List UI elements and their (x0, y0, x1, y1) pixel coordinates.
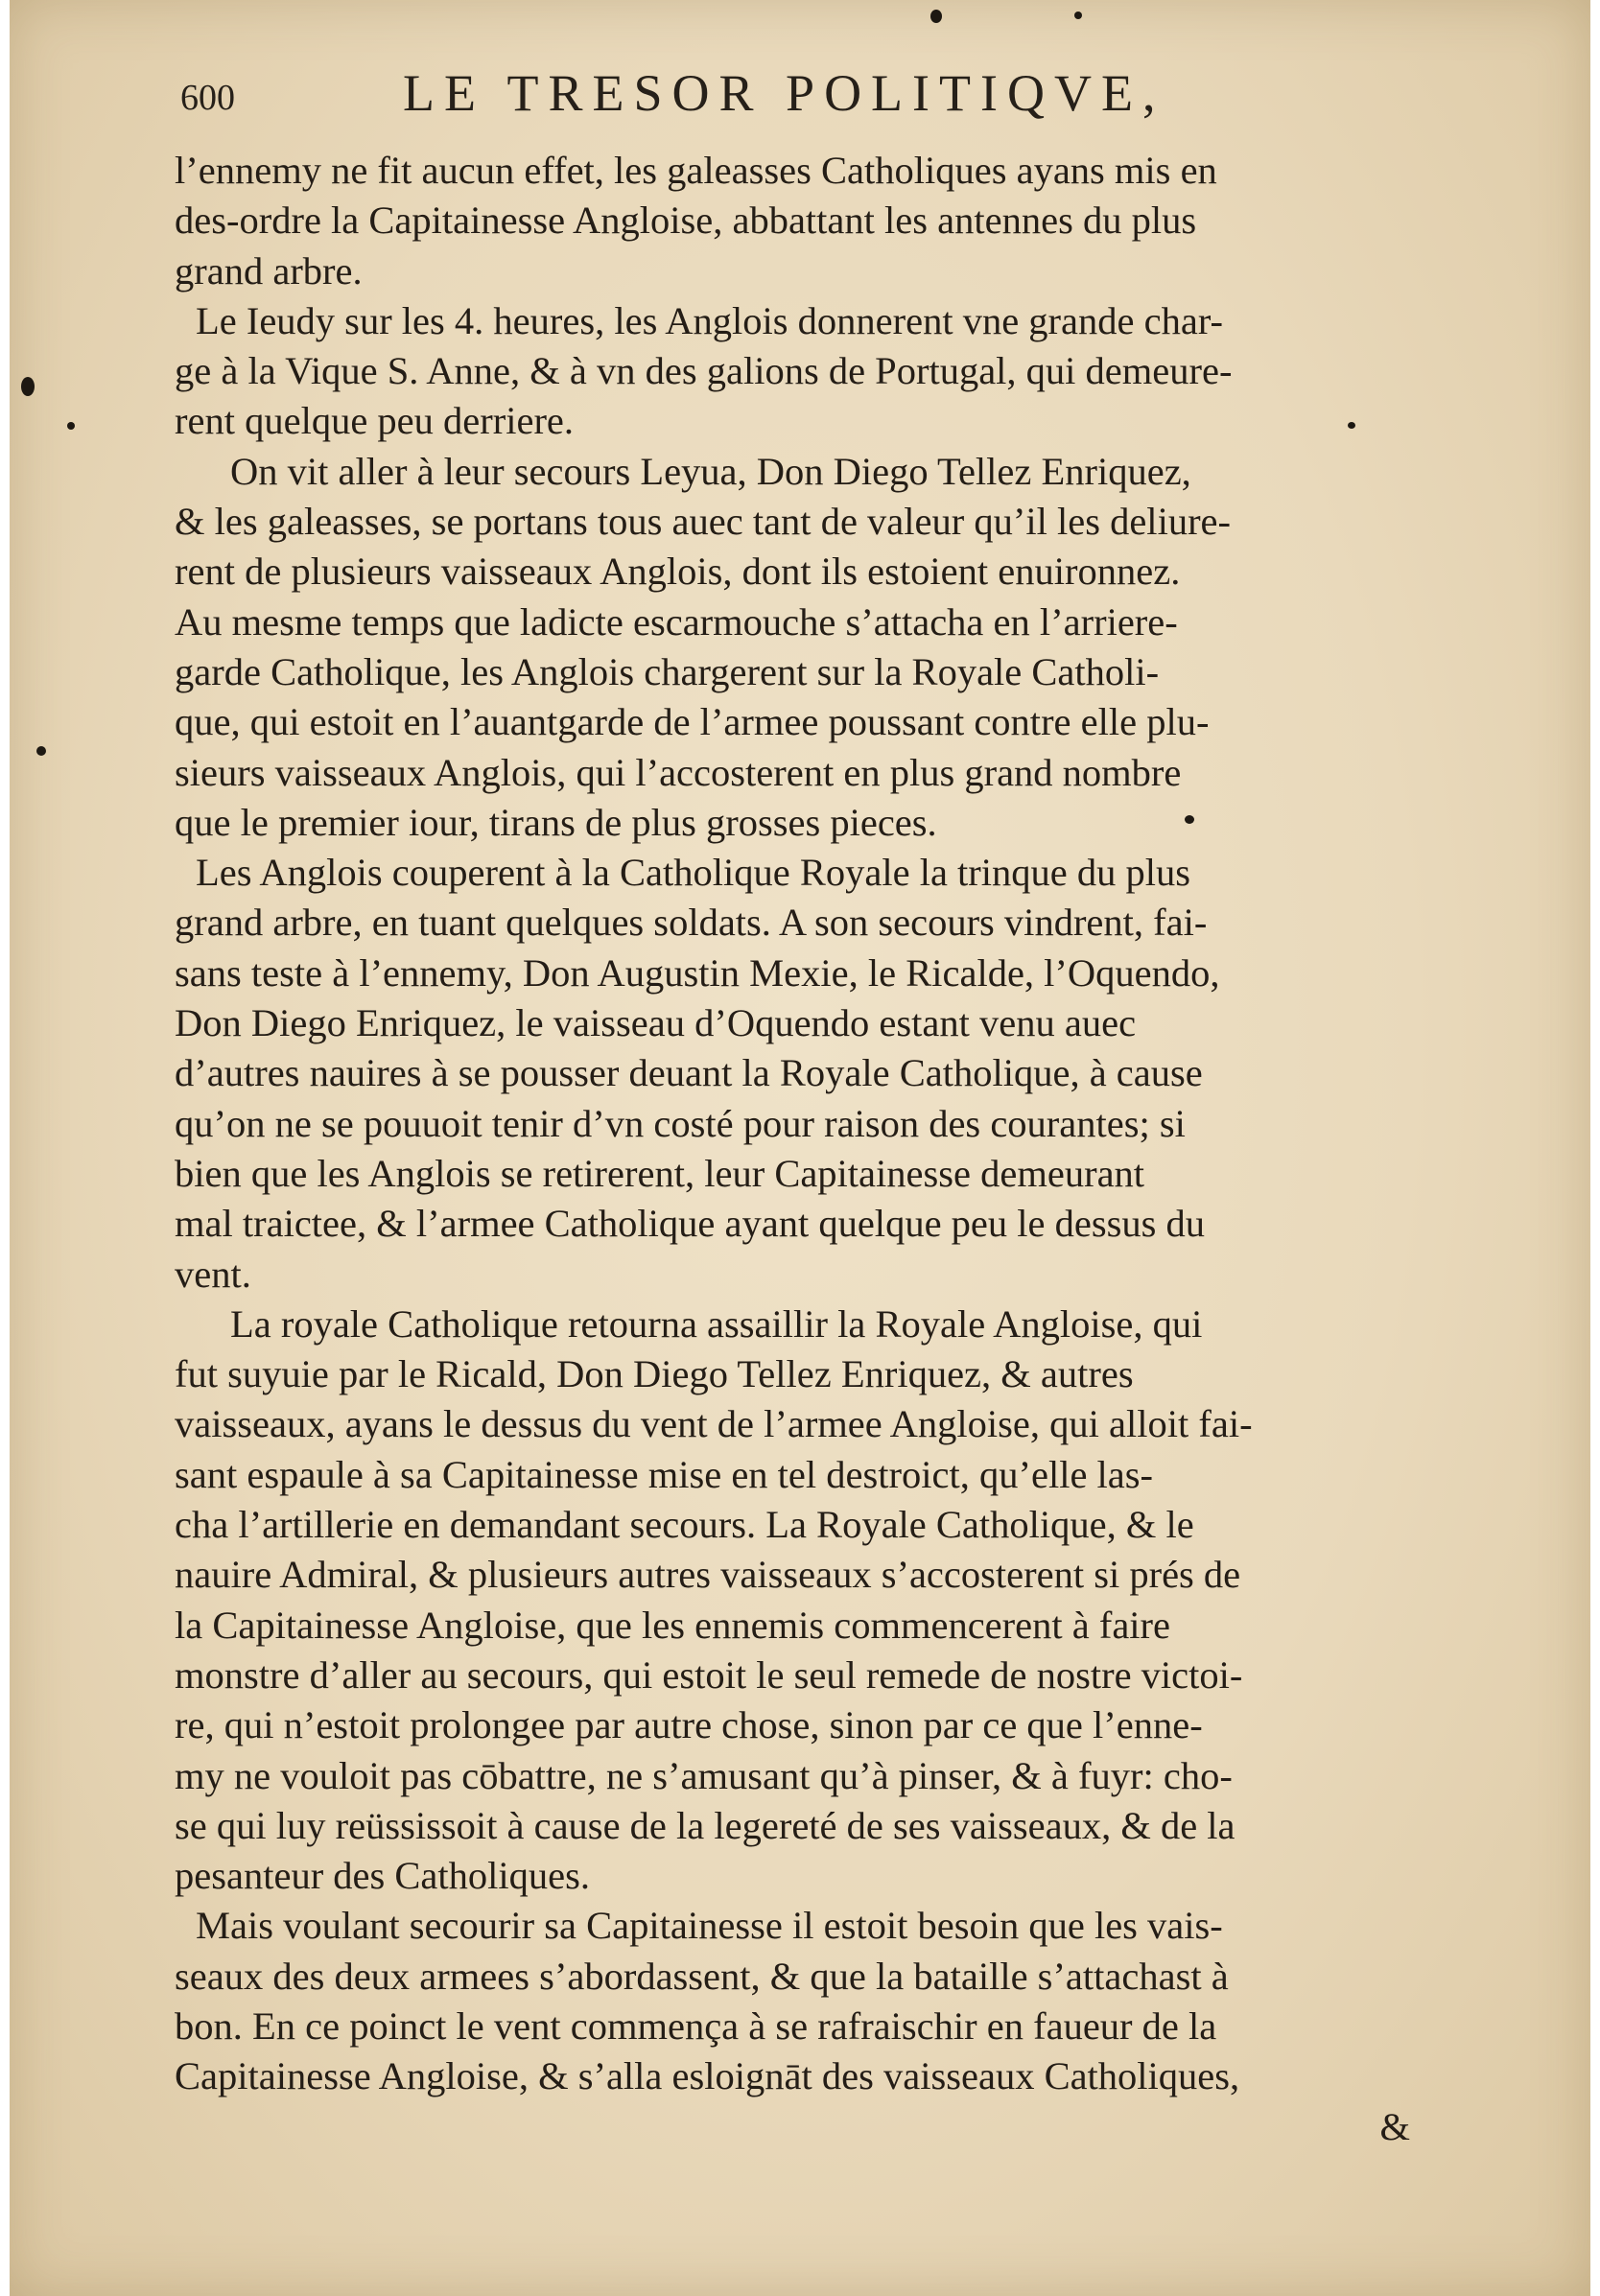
text-line: que le premier iour, tirans de plus grosses pieces. (175, 800, 937, 844)
text-line: nauire Admiral, & plusieurs autres vaisseaux s’accosterent si prés de (175, 1553, 1241, 1597)
text-line: qu’on ne se pouuoit tenir d’vn costé pour raison des courantes; si (175, 1101, 1186, 1145)
text-line: ge à la Vique S. Anne, & à vn des galions de Portugal, qui demeure- (175, 349, 1233, 393)
text-line: sant espaule à sa Capitainesse mise en tel destroict, qu’elle las- (175, 1452, 1154, 1496)
text-line: Le Ieudy sur les 4. heures, les Anglois donnerent vne grande char- (196, 298, 1223, 342)
text-line: fut suyuie par le Ricald, Don Diego Tellez Enriquez, & autres (175, 1352, 1134, 1396)
page-header (173, 56, 1324, 123)
page-number: 600 (180, 78, 235, 118)
text-line: Capitainesse Angloise, & s’alla esloignāt des vaisseaux Catholiques, (175, 2054, 1240, 2098)
ink-spot (21, 377, 35, 396)
ink-spot (1185, 815, 1194, 824)
text-line: des-ordre la Capitainesse Angloise, abbattant les antennes du plus (175, 199, 1197, 243)
text-line: vaisseaux, ayans le dessus du vent de l’armee Angloise, qui alloit fai- (175, 1402, 1253, 1446)
catchword: & (1379, 2104, 1410, 2148)
text-line: re, qui n’estoit prolongee par autre chose, sinon par ce que l’enne- (175, 1703, 1203, 1747)
text-line: Mais voulant secourir sa Capitainesse il estoit besoin que les vais- (196, 1904, 1223, 1948)
ink-spot (36, 746, 46, 756)
text-line: & les galeasses, se portans tous auec tant de valeur qu’il les deliure- (175, 500, 1232, 544)
text-line: bien que les Anglois se retirerent, leur Capitainesse demeurant (175, 1151, 1145, 1195)
text-line: Don Diego Enriquez, le vaisseau d’Oquendo estant venu auec (175, 1001, 1137, 1045)
text-line: cha l’artillerie en demandant secours. La Royale Catholique, & le (175, 1503, 1194, 1547)
book-page (10, 0, 1590, 2296)
text-line: pesanteur des Catholiques. (175, 1854, 591, 1898)
text-line: rent quelque peu derriere. (175, 399, 575, 443)
text-line: se qui luy reüssissoit à cause de la legereté de ses vaisseaux, & de la (175, 1803, 1235, 1847)
text-line: my ne vouloit pas cōbattre, ne s’amusant qu’à pinser, & à fuyr: cho- (175, 1753, 1233, 1797)
text-line: Les Anglois couperent à la Catholique Royale la trinque du plus (196, 851, 1191, 895)
text-line: sieurs vaisseaux Anglois, qui l’accosterent en plus grand nombre (175, 750, 1182, 794)
ink-spot (930, 10, 942, 23)
text-line: d’autres nauires à se pousser deuant la Royale Catholique, à cause (175, 1051, 1203, 1095)
text-line: vent. (175, 1252, 251, 1296)
text-line: bon. En ce poinct le vent commença à se rafraischir en faueur de la (175, 2003, 1217, 2048)
ink-spot (67, 422, 75, 430)
text-line: grand arbre, en tuant quelques soldats. A son secours vindrent, fai- (175, 901, 1208, 945)
text-line: monstre d’aller au secours, qui estoit le seul remede de nostre victoi- (175, 1652, 1243, 1697)
text-line: On vit aller à leur secours Leyua, Don Diego Tellez Enriquez, (230, 449, 1191, 493)
ink-spot (1348, 422, 1355, 429)
text-line: garde Catholique, les Anglois chargerent sur la Royale Catholi- (175, 649, 1160, 693)
text-line: grand arbre. (175, 248, 363, 293)
running-title: LE TRESOR POLITIQVE, (403, 64, 1165, 122)
text-line: que, qui estoit en l’auantgarde de l’armee poussant contre elle plu- (175, 700, 1210, 744)
text-line: seaux des deux armees s’abordassent, & que la bataille s’attachast à (175, 1954, 1229, 1998)
ink-spot (1074, 12, 1082, 19)
text-line: mal traictee, & l’armee Catholique ayant quelque peu le dessus du (175, 1202, 1206, 1246)
text-line: sans teste à l’ennemy, Don Augustin Mexie, le Ricalde, l’Oquendo, (175, 950, 1220, 995)
text-line: la Capitainesse Angloise, que les ennemis commencerent à faire (175, 1603, 1171, 1647)
body-text (175, 146, 1448, 2152)
text-line: Au mesme temps que ladicte escarmouche s’attacha en l’arriere- (175, 599, 1178, 644)
text-line: l’ennemy ne fit aucun effet, les galeasses Catholiques ayans mis en (175, 149, 1217, 192)
text-line: rent de plusieurs vaisseaux Anglois, dont ils estoient enuironnez. (175, 550, 1181, 594)
text-line: La royale Catholique retourna assaillir la Royale Angloise, qui (230, 1301, 1203, 1346)
